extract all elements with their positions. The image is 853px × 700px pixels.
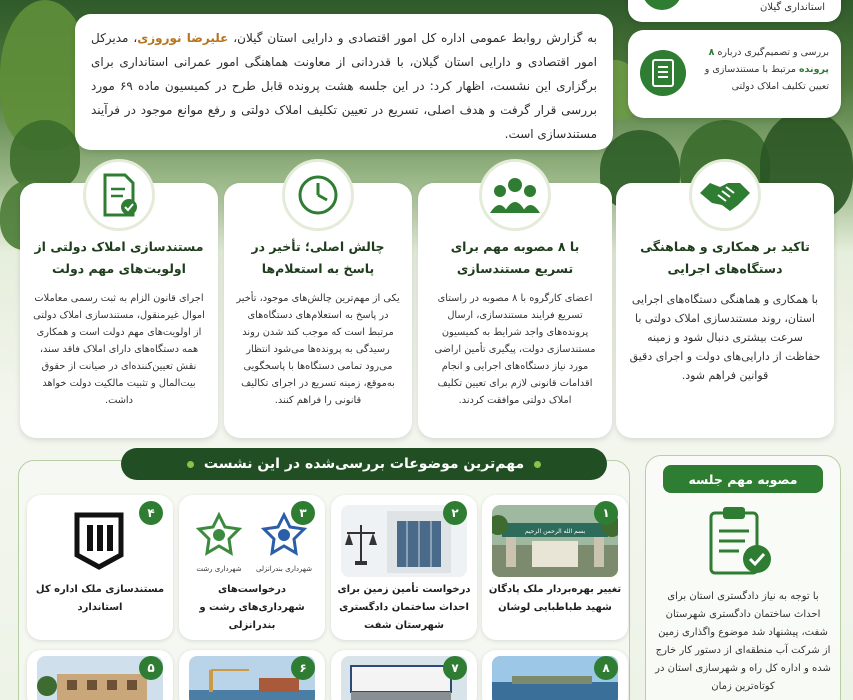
topic-card-7	[331, 650, 477, 700]
resolution-title: مصوبه مهم جلسه	[663, 465, 823, 493]
handshake-icon	[689, 159, 761, 231]
topic-caption: درخواست تأمین زمین برای احداث ساختمان دادگستری شهرستان شفت	[337, 584, 471, 631]
topic-number: ۷	[443, 656, 467, 680]
feature-body: اعضای کارگروه با ۸ مصوبه در راستای تسریع فرایند مستندسازی، ارسال پرونده‌های واجد شرایط به کمیسیون مستندسازی دولت، پیگیری تأمین اراضی مورد نیاز دستگاه‌های اجرایی و انجام اقدامات قانونی لازم برای تعیین تکلیف املاک دولتی موافقت کردند.	[434, 293, 596, 406]
topic-caption: مستندسازی ملک اداره کل استاندارد	[35, 584, 165, 613]
topic-number: ۵	[139, 656, 163, 680]
feature-title: چالش اصلی؛ تأخیر در پاسخ به استعلام‌ها	[251, 239, 385, 276]
gate-sign-text: بسم الله الرحمن الرحیم	[524, 528, 586, 535]
feature-title: مستندسازی املاک دولتی از اولویت‌های مهم دولت	[34, 239, 204, 276]
resolution-text: با توجه به نیاز دادگستری استان برای احداث ساختمان دادگستری شهرستان شفت، پیشنهاد شد موضوع واگذاری زمین از شرکت آب منطقه‌ای از دستور کار خارج شده و اداره کل راه و شهرسازی استان در کوتاه‌ترین زمان	[655, 591, 831, 692]
feature-body: با همکاری و هماهنگی دستگاه‌های اجرایی استان، روند مستندسازی املاک دولتی با سرعت بیشتری دنبال شود و زمینه حفاظت از دارایی‌های دولت و اجرای دقیق قوانین فراهم شود.	[629, 293, 821, 382]
intro-paragraph	[75, 14, 613, 150]
clock-icon	[282, 159, 354, 231]
topics-title: مهم‌ترین موضوعات بررسی‌شده در این نشست	[121, 448, 607, 480]
title-dot-icon	[534, 461, 541, 468]
feature-card-cooperation	[616, 183, 834, 438]
document-list-icon	[640, 50, 686, 96]
feature-title: با ۸ مصوبه مهم برای تسریع مستندسازی	[450, 239, 580, 276]
logo-label-anzali: شهرداری بندرانزلی	[256, 565, 312, 573]
feature-body: یکی از مهم‌ترین چالش‌های موجود، تأخیر در پاسخ به استعلام‌های دستگاه‌های مرتبط است که موجب کند شدن روند رسیدگی به پرونده‌ها می‌شود انتظار می‌رود تمامی دستگاه‌ها با پاسخگویی به‌موقع، زمینه تسریع در اجرای تکالیف قانونی را فراهم کنند.	[236, 293, 400, 406]
topic-card-8	[482, 650, 628, 700]
feature-card-challenge	[224, 183, 412, 438]
intro-text-1: به گزارش روابط عمومی اداره کل امور اقتصادی و دارایی استان گیلان،	[228, 31, 597, 45]
topic-number: ۸	[594, 656, 618, 680]
top-summary-card	[628, 0, 841, 22]
feature-card-resolutions	[418, 183, 612, 438]
cases-summary-card	[628, 30, 841, 118]
topic-card-1	[482, 495, 628, 640]
topic-number: ۲	[443, 501, 467, 525]
logo-label-rasht: شهرداری رشت	[196, 565, 242, 573]
top-card-icon	[642, 0, 682, 10]
cases-count: ۸ پرونده	[708, 47, 829, 75]
feature-body: اجرای قانون الزام به ثبت رسمی معاملات اموال غیرمنقول، مستندسازی املاک دولتی از اولویت‌های مهم دولت است و همکاری همه دستگاه‌های دارای املاک فاقد سند، نقش تعیین‌کننده‌ای در صیانت از حقوق بیت‌المال و تثبیت مالکیت دولت خواهد داشت.	[33, 293, 205, 406]
topic-caption: تغییر بهره‌بردار ملک پادگان شهید طباطبایی لوشان	[488, 584, 622, 613]
topic-card-2	[331, 495, 477, 640]
topic-caption: درخواست‌های شهرداری‌های رشت و بندرانزلی	[199, 584, 305, 631]
cases-summary-text: بررسی و تصمیم‌گیری درباره ۸ پرونده مرتبط با مستندسازی و تعیین تکلیف املاک دولتی	[704, 47, 829, 92]
clipboard-check-icon	[705, 505, 775, 577]
top-card-text: استانداری گیلان	[760, 2, 825, 13]
title-dot-icon	[187, 461, 194, 468]
topic-card-3	[179, 495, 325, 640]
topic-card-5	[27, 650, 173, 700]
topic-card-4	[27, 495, 173, 640]
topic-number: ۱	[594, 501, 618, 525]
topic-number: ۶	[291, 656, 315, 680]
feature-card-priority	[20, 183, 218, 438]
intro-text-2: ، مدیرکل امور اقتصادی و دارایی استان گیلان، با قدردانی از معاونت هماهنگی امور عمرانی استانداری برای برگزاری این نشست، اظهار کرد: در این جلسه هشت پرونده قابل طرح در کمیسیون ماده ۶۹ مورد بررسی قرار گرفت و هدف اصلی، تسریع در تعیین تکلیف املاک دولتی و رفع موانع موجود در فرآیند مستندسازی است.	[91, 31, 597, 141]
topic-card-6	[179, 650, 325, 700]
document-check-icon	[83, 159, 155, 231]
director-name: علیرضا نوروزی	[137, 31, 229, 45]
topic-number: ۴	[139, 501, 163, 525]
feature-title: تاکید بر همکاری و هماهنگی دستگاه‌های اجرایی	[640, 239, 810, 276]
topic-number: ۳	[291, 501, 315, 525]
group-icon	[479, 159, 551, 231]
